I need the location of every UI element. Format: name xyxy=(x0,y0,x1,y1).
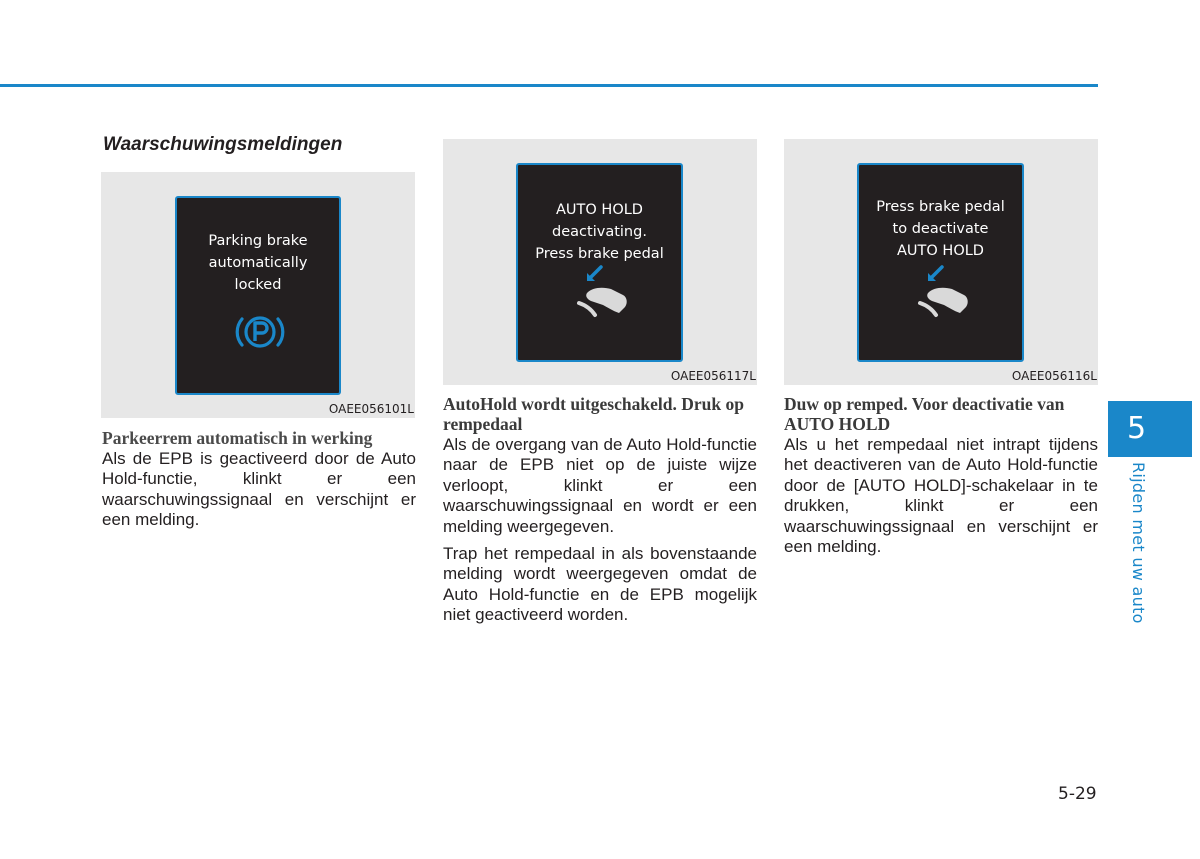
display-message xyxy=(518,199,681,265)
figure-press-brake-to-deactivate xyxy=(784,139,1098,385)
body-paragraph: Als u het rempedaal niet intrapt tijdens het deactiveren van de Auto Hold-functie door de [AUTO HOLD]-schakelaar in te drukken, klinkt er een waarschuwingssignaal en verschijnt er een melding. xyxy=(784,435,1098,557)
subsection-heading: Parkeerrem automatisch in werking xyxy=(102,428,373,448)
display-line: locked xyxy=(234,277,282,293)
display-message xyxy=(859,196,1022,262)
display-line: AUTO HOLD xyxy=(897,243,984,259)
chapter-number: 5 xyxy=(1127,411,1147,446)
cluster-display xyxy=(175,196,341,395)
column-press-brake xyxy=(784,394,1098,564)
chapter-tab xyxy=(1108,401,1192,457)
cluster-display xyxy=(857,163,1024,362)
display-line: Parking brake xyxy=(208,233,308,249)
body-paragraph: Trap het rempedaal in als bovenstaande melding wordt weergegeven omdat de Auto Hold-functie en de EPB mogelijk niet geactiveerd worden. xyxy=(443,544,757,625)
display-line: AUTO HOLD xyxy=(556,202,643,218)
display-line: to deactivate xyxy=(892,221,989,237)
cluster-display xyxy=(516,163,683,362)
press-brake-pedal-icon xyxy=(914,261,974,323)
body-paragraph: Als de EPB is geactiveerd door de Auto Hold-functie, klinkt er een waarschuwingssignaal en verschijnt er een melding. xyxy=(102,449,416,530)
figure-autohold-deactivating xyxy=(443,139,757,385)
section-heading: Waarschuwingsmeldingen xyxy=(103,134,343,155)
press-brake-pedal-icon xyxy=(573,261,633,323)
display-line: Press brake pedal xyxy=(876,199,1005,215)
column-parking-brake xyxy=(102,428,416,538)
header-rule xyxy=(0,84,1098,87)
display-message xyxy=(177,230,339,296)
body-paragraph: Als de overgang van de Auto Hold-functie naar de EPB niet op de juiste wijze verloopt, klinkt er een waarschuwingssignaal en wordt er een melding weergegeven. xyxy=(443,435,757,536)
chapter-title: Rijden met uw auto xyxy=(1129,462,1148,624)
figure-code: OAEE056101L xyxy=(328,402,414,416)
figure-parking-brake-locked xyxy=(101,172,415,418)
subsection-heading: Duw op remped. Voor deactivatie van AUTO HOLD xyxy=(784,394,1065,434)
display-line: deactivating. xyxy=(552,224,647,240)
figure-code: OAEE056117L xyxy=(670,369,756,383)
figure-code: OAEE056116L xyxy=(1011,369,1097,383)
display-line: automatically xyxy=(208,255,308,271)
subsection-heading: AutoHold wordt uitgeschakeld. Druk op rempedaal xyxy=(443,394,744,434)
display-line: Press brake pedal xyxy=(535,246,664,262)
parking-brake-icon xyxy=(233,310,287,354)
column-autohold-deactivating xyxy=(443,394,757,633)
page-number: 5-29 xyxy=(1058,784,1097,804)
